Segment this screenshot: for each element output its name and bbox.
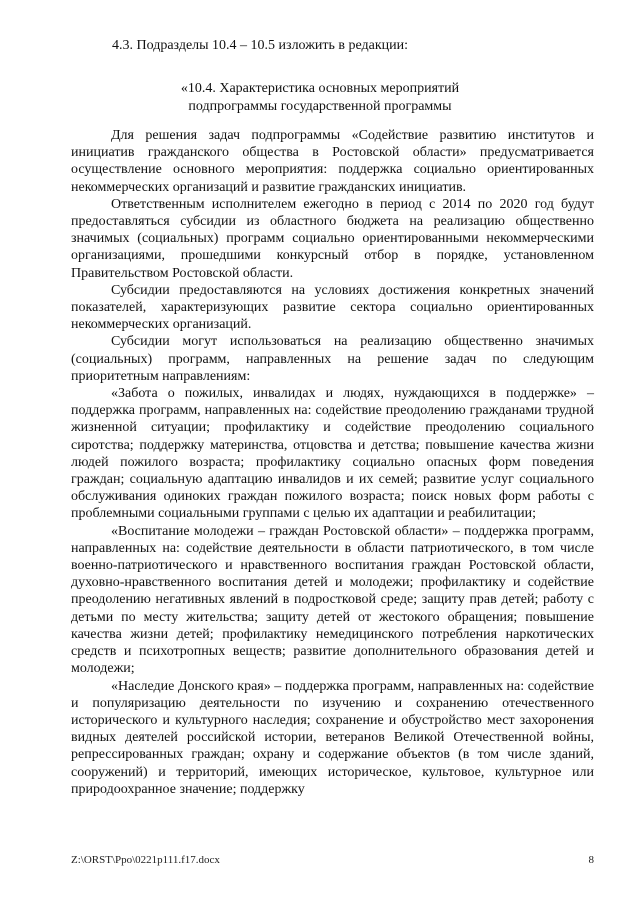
section-heading-line-1: «10.4. Характеристика основных мероприятий bbox=[180, 81, 460, 96]
paragraph: Субсидии предоставляются на условиях достижения конкретных значений показателей, характеризующих развитие сектора социально ориентированных некоммерческих организаций. bbox=[71, 282, 594, 333]
amendment-intro: 4.3. Подразделы 10.4 – 10.5 изложить в редакции: bbox=[112, 38, 409, 53]
paragraph: Для решения задач подпрограммы «Содействие развитию институтов и инициатив гражданского общества в Ростовской области» предусматривается осуществление основного мероприятия: поддержка социально ориентированных некоммерческих организаций и развитие гражданских инициатив. bbox=[71, 128, 594, 195]
footer-file-path: Z:\ORST\Ppo\0221p111.f17.docx bbox=[71, 854, 220, 866]
paragraph: «Наследие Донского края» – поддержка программ, направленных на: содействие и популяризацию деятельности по изучению и сохранению отечественного исторического и культурного наследия; сохранение и обустройство мест захоронения видных деятелей российской истории, ветеранов Великой Отечественной войны, репрессированных граждан; охрану и содержание объектов (в том числе зданий, сооружений) и территорий, имеющих историческое, культовое, культурное или природоохранное значение; поддержку bbox=[71, 678, 594, 797]
section-heading bbox=[80, 80, 560, 116]
document-body bbox=[71, 127, 594, 798]
paragraph: Ответственным исполнителем ежегодно в период с 2014 по 2020 год будут предоставляться субсидии из областного бюджета на реализацию общественно значимых (социальных) программ социально ориентированными некоммерческими организациями, прошедшими конкурсный отбор в порядке, установленном Правительством Ростовской области. bbox=[71, 196, 594, 281]
paragraph: Субсидии могут использоваться на реализацию общественно значимых (социальных) программ, направленных на решение задач по следующим приоритетным направлениям: bbox=[71, 334, 594, 384]
paragraph: «Забота о пожилых, инвалидах и людях, нуждающихся в поддержке» – поддержка программ, направленных на: содействие преодолению гражданами трудной жизненной ситуации; профилактику и содействие преодолению социального сиротства; поддержку материнства, отцовства и детства; повышение качества жизни людей пожилого возраста; профилактику социально опасных форм поведения граждан; социальную адаптацию инвалидов и их семей; развитие услуг социального обслуживания одиноких граждан пожилого возраста; поиск новых форм работы с проблемными социальными группами с целью их адаптации и реабилитации; bbox=[71, 386, 594, 522]
footer-page-number: 8 bbox=[588, 854, 594, 866]
paragraph: «Воспитание молодежи – граждан Ростовской области» – поддержка программ, направленных на: содействие деятельности в области патриотического, в том числе военно-патриотического и нравственного воспитания граждан Ростовской области, духовно-нравственного воспитания детей и молодежи; профилактику и содействие преодолению негативных явлений в подростковой среде; защиту прав детей; работу с детьми по месту жительства; защиту детей от жестокого обращения; повышение качества жизни детей; профилактику немедицинского потребления наркотических средств и психотропных веществ; развитие дополнительного образования детей и молодежи; bbox=[71, 523, 594, 677]
section-heading-line-2: подпрограммы государственной программы bbox=[188, 99, 452, 114]
